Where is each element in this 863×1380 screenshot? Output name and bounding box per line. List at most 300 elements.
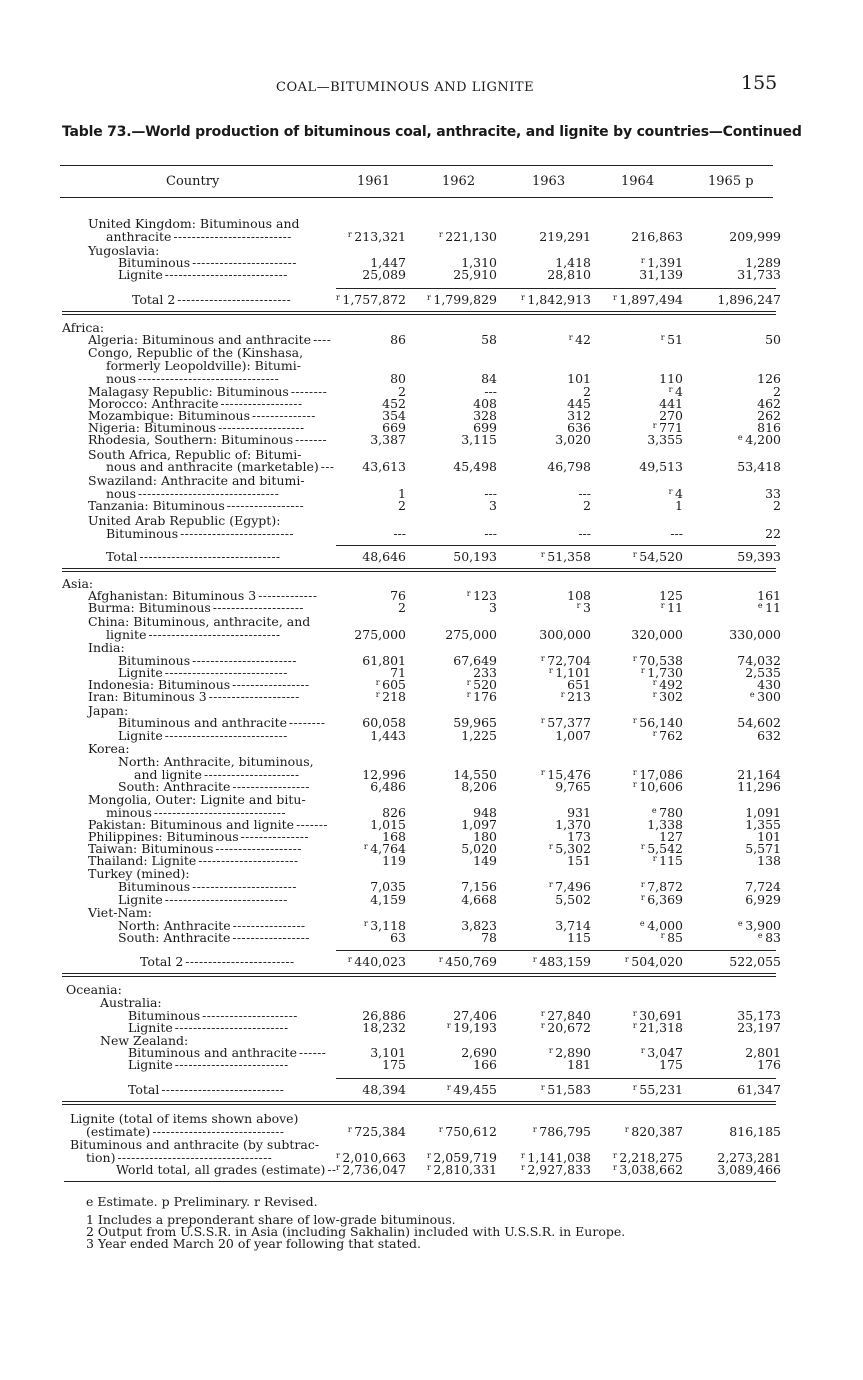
value-cell: ---: [484, 486, 497, 501]
value-cell: 49,513: [639, 459, 683, 474]
value-cell: $^r$ 57,377: [540, 715, 591, 730]
value-cell: $^r$ 70,538: [632, 653, 683, 668]
table-row: [0, 528, 863, 540]
dot-leader: ---: [320, 460, 335, 474]
table-row: [0, 294, 863, 306]
value-cell: 209,999: [729, 229, 781, 244]
value-cell: $^r$ 762: [652, 728, 683, 743]
value-cell: 2: [398, 600, 406, 615]
row-label: Burma: Bituminous: [88, 600, 211, 615]
row-label: South Africa, Republic of: Bitumi-: [88, 447, 302, 462]
row-label: Total: [106, 549, 138, 564]
value-cell: ---: [578, 486, 591, 501]
value-cell: 1,091: [745, 805, 781, 820]
value-cell: 2,690: [461, 1045, 497, 1060]
value-cell: 33: [765, 486, 781, 501]
dot-leader: -------------------------------: [138, 372, 280, 386]
value-cell: ---: [484, 384, 497, 399]
row-label: Lignite: [118, 728, 163, 743]
row-label: South: Anthracite: [118, 779, 231, 794]
row-label: New Zealand:: [100, 1033, 189, 1048]
value-cell: $^r$ 483,159: [532, 954, 591, 969]
value-cell: 522,055: [729, 954, 781, 969]
value-cell: 58: [481, 332, 497, 347]
dot-leader: --------------: [252, 409, 316, 423]
value-cell: 31,139: [639, 267, 683, 282]
value-cell: $^r$ 7,872: [640, 879, 683, 894]
value-cell: $^r$ 2,218,275: [613, 1150, 683, 1165]
dot-leader: -------------------: [218, 421, 305, 435]
value-cell: 931: [567, 805, 591, 820]
row-label: Bituminous and anthracite (by subtrac-: [70, 1137, 320, 1152]
value-cell: 175: [659, 1057, 683, 1072]
value-cell: 127: [659, 829, 683, 844]
dot-leader: --------------------: [212, 601, 304, 615]
value-cell: 7,724: [745, 879, 781, 894]
row-label: Algeria: Bituminous and anthracite: [88, 332, 312, 347]
table-row: [0, 691, 863, 703]
value-cell: $^r$ 17,086: [632, 767, 683, 782]
row-label: Lignite: [118, 892, 163, 907]
row-label: nous: [106, 371, 137, 386]
value-cell: 445: [567, 396, 591, 411]
value-cell: $^r$ 3,038,662: [613, 1162, 683, 1177]
value-cell: 1,289: [745, 255, 781, 270]
dot-leader: ----: [313, 333, 332, 347]
dot-leader: --------------------: [208, 690, 300, 704]
value-cell: 1,338: [647, 817, 683, 832]
value-cell: 5,502: [555, 892, 591, 907]
value-cell: 1,355: [745, 817, 781, 832]
value-cell: 53,418: [737, 459, 781, 474]
table-title: Table 73.—World production of bituminous coal, anthracite, and lignite by countries—Continued: [62, 124, 802, 140]
header-bottom-rule: [60, 197, 773, 198]
subtotal-rule: [336, 545, 776, 546]
value-cell: $^r$ 42: [568, 332, 591, 347]
dot-leader: -------: [296, 818, 328, 832]
value-cell: 2,535: [745, 665, 781, 680]
value-cell: 1,007: [555, 728, 591, 743]
value-cell: $^r$ 725,384: [347, 1124, 406, 1139]
value-cell: 59,965: [453, 715, 497, 730]
value-cell: 22: [765, 526, 781, 541]
value-cell: $^r$ 27,840: [540, 1008, 591, 1023]
dot-leader: ---------------------: [203, 768, 300, 782]
value-cell: 826: [382, 805, 406, 820]
section-rule: [62, 976, 776, 977]
row-label: Swaziland: Anthracite and bitumi-: [88, 473, 305, 488]
value-cell: $^r$ 2,736,047: [336, 1162, 406, 1177]
dot-leader: --------: [290, 385, 328, 399]
value-cell: $^e$ 83: [757, 930, 781, 945]
value-cell: 161: [757, 588, 781, 603]
row-label: Bituminous: [118, 653, 191, 668]
dot-leader: ---------------------------: [164, 268, 288, 282]
value-cell: 126: [757, 371, 781, 386]
value-cell: 21,164: [737, 767, 781, 782]
dot-leader: --------------------------: [173, 230, 292, 244]
value-cell: 181: [567, 1057, 591, 1072]
value-cell: 3,115: [461, 432, 497, 447]
row-label: Lignite: [128, 1057, 173, 1072]
row-label: Philippines: Bituminous: [88, 829, 239, 844]
row-label: Congo, Republic of the (Kinshasa,: [88, 345, 304, 360]
value-cell: 354: [382, 408, 406, 423]
value-cell: 8,206: [461, 779, 497, 794]
row-label: Japan:: [88, 703, 129, 718]
value-cell: $^r$ 56,140: [632, 715, 683, 730]
dot-leader: ---------------------: [202, 1009, 298, 1023]
row-label: Total 2: [140, 954, 184, 969]
value-cell: 948: [473, 805, 497, 820]
table-row: [0, 956, 863, 968]
value-cell: $^r$ 1,730: [640, 665, 683, 680]
value-cell: $^r$ 6,369: [640, 892, 683, 907]
row-label: North: Anthracite: [118, 918, 231, 933]
value-cell: 5,020: [461, 841, 497, 856]
value-cell: $^r$ 786,795: [532, 1124, 591, 1139]
table-row: [0, 500, 863, 512]
column-header-1962: 1962: [442, 174, 476, 189]
table-row: [0, 461, 863, 473]
row-label: Australia:: [100, 995, 162, 1010]
row-label: North: Anthracite, bituminous,: [118, 754, 314, 769]
value-cell: 1: [398, 486, 406, 501]
row-label: Viet-Nam:: [88, 905, 152, 920]
row-label: Iran: Bituminous 3: [88, 689, 207, 704]
value-cell: $^r$ 21,318: [632, 1020, 683, 1035]
row-label: anthracite: [106, 229, 172, 244]
value-cell: 216,863: [631, 229, 683, 244]
row-label: Lignite (total of items shown above): [70, 1111, 299, 1126]
table-row: [0, 1164, 863, 1176]
value-cell: $^r$ 11: [660, 600, 683, 615]
column-header-1961: 1961: [357, 174, 391, 189]
value-cell: 7,035: [370, 879, 406, 894]
value-cell: $^e$ 780: [651, 805, 683, 820]
value-cell: $^r$ 4: [668, 486, 683, 501]
value-cell: $^r$ 1,842,913: [521, 292, 591, 307]
value-cell: 1,097: [461, 817, 497, 832]
value-cell: $^r$ 3: [576, 600, 591, 615]
value-cell: $^e$ 11: [757, 600, 781, 615]
row-label: South: Anthracite: [118, 930, 231, 945]
value-cell: 25,910: [453, 267, 497, 282]
value-cell: 328: [473, 408, 497, 423]
table-row: [0, 231, 863, 243]
value-cell: 1,225: [461, 728, 497, 743]
row-label: minous: [106, 805, 152, 820]
row-label: Oceania:: [66, 982, 122, 997]
dot-leader: -----------------------: [192, 654, 297, 668]
dot-leader: ---------------------------: [164, 666, 288, 680]
row-label: nous and anthracite (marketable): [106, 459, 319, 474]
dot-leader: ---------------: [240, 830, 309, 844]
value-cell: 4,668: [461, 892, 497, 907]
value-cell: $^r$ 221,130: [438, 229, 497, 244]
value-cell: 175: [382, 1057, 406, 1072]
value-cell: 330,000: [729, 627, 781, 642]
value-cell: 300,000: [539, 627, 591, 642]
value-cell: 59,393: [737, 549, 781, 564]
value-cell: 45,498: [453, 459, 497, 474]
dot-leader: -------------------------: [174, 1021, 289, 1035]
value-cell: 441: [659, 396, 683, 411]
dot-leader: -------: [295, 433, 328, 447]
value-cell: $^r$ 1,799,829: [427, 292, 497, 307]
section-rule: [62, 1104, 776, 1105]
value-cell: $^r$ 3,047: [640, 1045, 683, 1060]
value-cell: 6,929: [745, 892, 781, 907]
value-cell: 48,394: [362, 1082, 406, 1097]
value-cell: 1,896,247: [717, 292, 781, 307]
value-cell: 7,156: [461, 879, 497, 894]
value-cell: 50: [765, 332, 781, 347]
value-cell: ---: [484, 526, 497, 541]
value-cell: $^r$ 750,612: [438, 1124, 497, 1139]
value-cell: 149: [473, 853, 497, 868]
table-row: [0, 756, 863, 768]
row-label: Bituminous: [106, 526, 179, 541]
row-label: Mongolia, Outer: Lignite and bitu-: [88, 792, 306, 807]
value-cell: 108: [567, 588, 591, 603]
value-cell: 3,714: [555, 918, 591, 933]
value-cell: 60,058: [362, 715, 406, 730]
row-label: Total: [128, 1082, 160, 1097]
subtotal-rule: [336, 950, 776, 951]
value-cell: 816: [757, 420, 781, 435]
value-cell: $^r$ 820,387: [624, 1124, 683, 1139]
value-cell: $^r$ 51,583: [540, 1082, 591, 1097]
value-cell: 2,801: [745, 1045, 781, 1060]
dot-leader: ------------------: [220, 397, 303, 411]
value-cell: 233: [473, 665, 497, 680]
dot-leader: -------------------------------: [139, 550, 281, 564]
value-cell: 101: [567, 371, 591, 386]
value-cell: 3,823: [461, 918, 497, 933]
value-cell: $^r$ 2,810,331: [427, 1162, 497, 1177]
value-cell: 816,185: [729, 1124, 781, 1139]
dot-leader: -----------------------: [192, 256, 297, 270]
value-cell: $^r$ 85: [660, 930, 683, 945]
value-cell: $^r$ 51: [660, 332, 683, 347]
row-label: nous: [106, 486, 137, 501]
page-number: 155: [741, 72, 778, 94]
row-label: Bituminous: [118, 255, 191, 270]
value-cell: 1,443: [370, 728, 406, 743]
section-rule: [62, 1101, 776, 1102]
value-cell: $^r$ 123: [466, 588, 497, 603]
row-label: Indonesia: Bituminous: [88, 677, 231, 692]
dot-leader: ---------------------------: [164, 893, 288, 907]
value-cell: 180: [473, 829, 497, 844]
dot-leader: -------------------------------: [138, 487, 280, 501]
row-label: Lignite: [128, 1020, 173, 1035]
value-cell: $^r$ 771: [652, 420, 683, 435]
dot-leader: -----------------: [232, 931, 310, 945]
value-cell: $^r$ 5,302: [548, 841, 591, 856]
row-label: Asia:: [62, 576, 94, 591]
value-cell: 84: [481, 371, 497, 386]
row-label: Bituminous: [118, 879, 191, 894]
column-header-1965: 1965 p: [708, 174, 754, 189]
dot-leader: -------------------------: [177, 293, 292, 307]
dot-leader: -----------------: [232, 780, 310, 794]
value-cell: 115: [567, 930, 591, 945]
row-label: Taiwan: Bituminous: [88, 841, 214, 856]
value-cell: 1: [675, 498, 683, 513]
value-cell: 312: [567, 408, 591, 423]
dot-leader: -----------------: [226, 499, 305, 513]
value-cell: 1,418: [555, 255, 591, 270]
value-cell: $^r$ 72,704: [540, 653, 591, 668]
value-cell: 262: [757, 408, 781, 423]
dot-leader: ----------------: [232, 919, 306, 933]
footnote-3: 3 Year ended March 20 of year following that stated.: [86, 1236, 422, 1251]
dot-leader: -------------------: [215, 842, 302, 856]
value-cell: 67,649: [453, 653, 497, 668]
value-cell: 27,406: [453, 1008, 497, 1023]
footnote-2: 2 Output from U.S.S.R. in Asia (including Sakhalin) included with U.S.S.R. in Europe.: [86, 1224, 626, 1239]
value-cell: 3,355: [647, 432, 683, 447]
row-label: Malagasy Republic: Bituminous: [88, 384, 289, 399]
value-cell: 63: [390, 930, 406, 945]
value-cell: 2: [773, 498, 781, 513]
value-cell: 3,101: [370, 1045, 406, 1060]
footnote-1: 1 Includes a preponderant share of low-grade bituminous.: [86, 1212, 456, 1227]
value-cell: $^r$ 218: [375, 689, 406, 704]
value-cell: $^e$ 4,200: [737, 432, 781, 447]
value-cell: 2: [398, 384, 406, 399]
table-row: [0, 269, 863, 281]
value-cell: 452: [382, 396, 406, 411]
column-header-1964: 1964: [621, 174, 655, 189]
row-label: Bituminous and anthracite: [118, 715, 288, 730]
row-label: World total, all grades (estimate): [116, 1162, 326, 1177]
value-cell: $^r$ 176: [466, 689, 497, 704]
value-cell: 61,801: [362, 653, 406, 668]
dot-leader: -----------------------: [192, 880, 297, 894]
row-label: Turkey (mined):: [88, 866, 190, 881]
value-cell: 2: [583, 384, 591, 399]
value-cell: 275,000: [354, 627, 406, 642]
value-cell: 31,733: [737, 267, 781, 282]
row-label: Rhodesia, Southern: Bituminous: [88, 432, 294, 447]
value-cell: $^r$ 1,757,872: [336, 292, 406, 307]
value-cell: 80: [390, 371, 406, 386]
table-row: [0, 434, 863, 446]
value-cell: 3: [489, 600, 497, 615]
value-cell: 14,550: [453, 767, 497, 782]
dot-leader: ---------------------------: [164, 729, 288, 743]
value-cell: 270: [659, 408, 683, 423]
value-cell: 669: [382, 420, 406, 435]
column-header-country: Country: [166, 174, 220, 189]
value-cell: 43,613: [362, 459, 406, 474]
table-row: [0, 602, 863, 614]
running-title: COAL—BITUMINOUS AND LIGNITE: [276, 80, 535, 95]
row-label: Tanzania: Bituminous: [88, 498, 225, 513]
value-cell: $^r$ 2,927,833: [521, 1162, 591, 1177]
value-cell: 219,291: [539, 229, 591, 244]
dot-leader: -----------------------------: [153, 806, 286, 820]
row-label: Morocco: Anthracite: [88, 396, 219, 411]
section-rule: [62, 568, 776, 569]
value-cell: 462: [757, 396, 781, 411]
value-cell: $^r$ 1,391: [640, 255, 683, 270]
value-cell: 275,000: [445, 627, 497, 642]
value-cell: $^r$ 450,769: [438, 954, 497, 969]
value-cell: 12,996: [362, 767, 406, 782]
value-cell: 74,032: [737, 653, 781, 668]
dot-leader: -----------------------------: [152, 1125, 285, 1139]
value-cell: 11,296: [737, 779, 781, 794]
value-cell: 2: [583, 498, 591, 513]
value-cell: 119: [382, 853, 406, 868]
value-cell: 6,486: [370, 779, 406, 794]
value-cell: 110: [659, 371, 683, 386]
dot-leader: -------------: [258, 589, 318, 603]
value-cell: 71: [390, 665, 406, 680]
value-cell: 632: [757, 728, 781, 743]
section-rule: [62, 311, 776, 312]
value-cell: $^r$ 19,193: [446, 1020, 497, 1035]
value-cell: 168: [382, 829, 406, 844]
value-cell: 699: [473, 420, 497, 435]
value-cell: 61,347: [737, 1082, 781, 1097]
value-cell: 173: [567, 829, 591, 844]
value-cell: 176: [757, 1057, 781, 1072]
table-row: [0, 1084, 863, 1096]
row-label: Lignite: [118, 665, 163, 680]
row-label: Lignite: [118, 267, 163, 282]
value-cell: 4,159: [370, 892, 406, 907]
dot-leader: ----------------------------------: [117, 1151, 273, 1165]
row-label: tion): [86, 1150, 116, 1165]
value-cell: 2: [398, 498, 406, 513]
value-cell: $^r$ 1,141,038: [521, 1150, 591, 1165]
dot-leader: -----------------------------: [148, 628, 281, 642]
header-top-rule: [60, 165, 773, 166]
value-cell: 125: [659, 588, 683, 603]
value-cell: $^e$ 4,000: [639, 918, 683, 933]
dot-leader: ---------------------------: [161, 1083, 285, 1097]
row-label: Korea:: [88, 741, 130, 756]
value-cell: 48,646: [362, 549, 406, 564]
value-cell: $^r$ 1,897,494: [613, 292, 683, 307]
row-label: Bituminous and anthracite: [128, 1045, 298, 1060]
value-cell: 101: [757, 829, 781, 844]
value-cell: $^r$ 3,118: [363, 918, 406, 933]
value-cell: ---: [670, 526, 683, 541]
row-label: Afghanistan: Bituminous 3: [88, 588, 257, 603]
value-cell: $^r$ 520: [466, 677, 497, 692]
table-row: [0, 629, 863, 641]
subtotal-rule: [336, 1078, 776, 1079]
row-label: Yugoslavia:: [88, 243, 160, 258]
row-label: Mozambique: Bituminous: [88, 408, 250, 423]
value-cell: $^r$ 492: [652, 677, 683, 692]
value-cell: 50,193: [453, 549, 497, 564]
value-cell: 1,447: [370, 255, 406, 270]
value-cell: $^r$ 30,691: [632, 1008, 683, 1023]
value-cell: 25,089: [362, 267, 406, 282]
value-cell: 5,571: [745, 841, 781, 856]
value-cell: 166: [473, 1057, 497, 1072]
dot-leader: ----------------------: [198, 854, 299, 868]
value-cell: $^r$ 2,890: [548, 1045, 591, 1060]
row-label: Bituminous: [128, 1008, 201, 1023]
